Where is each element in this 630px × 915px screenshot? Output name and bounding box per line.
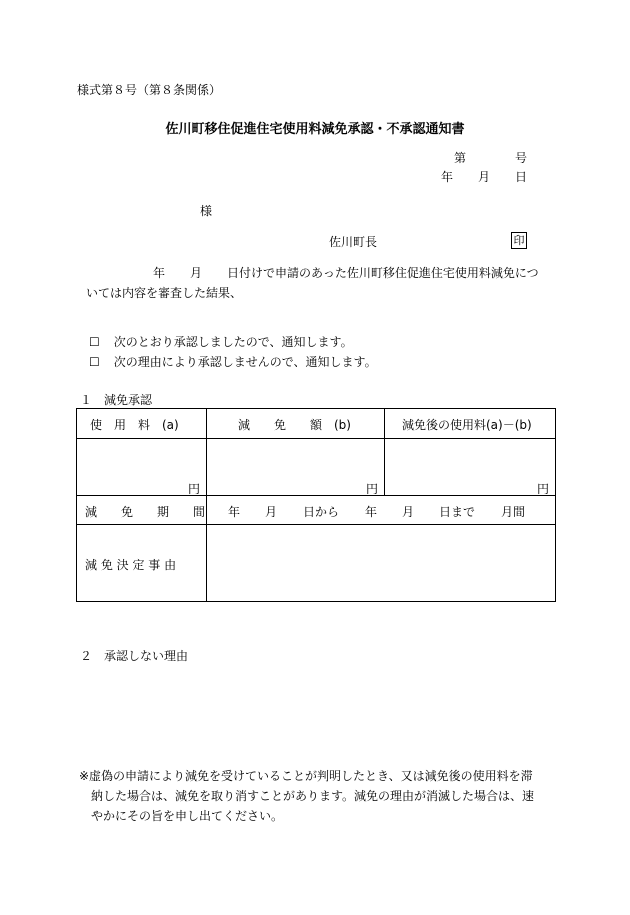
date-year: 年 xyxy=(441,170,454,184)
reject-option[interactable] xyxy=(89,353,377,370)
number-prefix: 第 xyxy=(454,151,467,165)
issuer-name: 佐川町長 xyxy=(329,235,378,249)
section2-heading: ２ 承認しない理由 xyxy=(80,649,189,663)
period-end-year: 年 xyxy=(365,505,378,519)
reduction-yen-unit: 円 xyxy=(366,482,379,496)
intro-month: 月 xyxy=(190,266,203,280)
form-number: 様式第８号（第８条関係） xyxy=(77,83,222,97)
approve-option-text: 次のとおり承認しましたので、通知します。 xyxy=(113,335,353,349)
note-line2: 納した場合は、減免を取り消すことがあります。減免の理由が消滅した場合は、速 xyxy=(91,789,535,803)
date-day: 日 xyxy=(515,170,528,184)
intro-text-line2: いては内容を審査した結果、 xyxy=(86,286,243,300)
intro-year: 年 xyxy=(153,266,166,280)
table-rule-col2 xyxy=(384,408,385,495)
period-start-day: 日から xyxy=(303,505,340,519)
table-rule-header xyxy=(76,438,556,439)
seal-mark: 印 xyxy=(511,232,527,249)
fee-after-reduction-header: 減免後の使用料(a)－(b) xyxy=(402,418,532,432)
reject-option-text: 次の理由により承認しませんので、通知します。 xyxy=(113,355,377,369)
period-end-month: 月 xyxy=(402,505,415,519)
fee-header: 使 用 料 (a) xyxy=(90,418,179,432)
note-line1: ※虚偽の申請により減免を受けていることが判明したとき、又は減免後の使用料を滞 xyxy=(79,769,533,783)
reduction-amount-header: 減 免 額 (b) xyxy=(238,418,351,432)
period-label: 減 免 期 間 xyxy=(85,505,206,519)
intro-text-line1: 日付けで申請のあった佐川町移住促進住宅使用料減免につ xyxy=(227,266,539,280)
document-title: 佐川町移住促進住宅使用料減免承認・不承認通知書 xyxy=(165,122,465,137)
period-end-day: 日まで xyxy=(439,505,476,519)
after-yen-unit: 円 xyxy=(537,482,550,496)
approve-checkbox[interactable]: ☐ xyxy=(89,335,100,349)
decision-reason-label: 減 免 決 定 事 由 xyxy=(85,558,177,572)
period-start-month: 月 xyxy=(265,505,278,519)
addressee-honorific: 様 xyxy=(200,204,213,218)
approve-option[interactable] xyxy=(89,333,353,350)
number-suffix: 号 xyxy=(515,151,528,165)
table-rule-amount xyxy=(76,495,556,496)
fee-yen-unit: 円 xyxy=(188,482,201,496)
date-month: 月 xyxy=(478,170,491,184)
period-months: 月間 xyxy=(501,505,526,519)
note-line3: やかにその旨を申し出てください。 xyxy=(91,809,284,823)
table-rule-period xyxy=(76,524,556,525)
period-start-year: 年 xyxy=(228,505,241,519)
table-rule-col1 xyxy=(206,408,207,602)
section1-heading: １ 減免承認 xyxy=(80,393,153,407)
reject-checkbox[interactable]: ☐ xyxy=(89,355,100,369)
